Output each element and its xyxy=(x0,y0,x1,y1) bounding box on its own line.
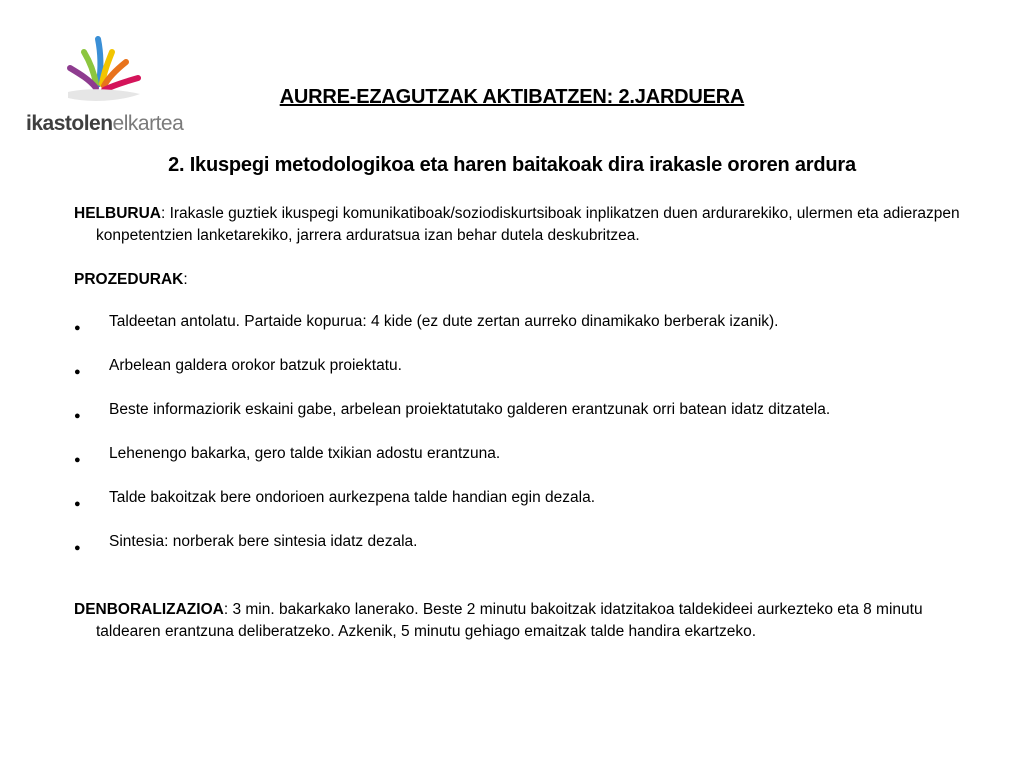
prozedurak-label: PROZEDURAK xyxy=(74,271,184,288)
bullet-icon: ● xyxy=(74,454,81,466)
helburua-text: : Irakasle guztiek ikuspegi komunikatiboak/soziodiskurtsiboak inplikatzen duen ardurarekiko, ulermen eta adierazpen konpetentzien lanketarekiko, jarrera arduratsua izan behar dutela deskubritzea. xyxy=(96,205,960,244)
prozedurak-heading xyxy=(74,269,974,291)
step-text: Talde bakoitzak bere ondorioen aurkezpena talde handian egin dezala. xyxy=(109,489,596,506)
slide-subtitle: 2. Ikuspegi metodologikoa eta haren baitakoak dira irakasle ororen ardura xyxy=(168,154,856,176)
bullet-icon: ● xyxy=(74,410,81,422)
slide-content xyxy=(74,203,974,665)
bullet-icon: ● xyxy=(74,542,81,554)
step-text: Lehenengo bakarka, gero talde txikian adostu erantzuna. xyxy=(109,445,501,462)
list-item xyxy=(74,399,974,421)
helburua-paragraph xyxy=(74,203,974,247)
bullet-icon: ● xyxy=(74,322,81,334)
list-item xyxy=(74,531,974,553)
slide-title: AURRE-EZAGUTZAK AKTIBATZEN: 2.JARDUERA xyxy=(279,86,745,108)
step-text: Sintesia: norberak bere sintesia idatz dezala. xyxy=(109,533,418,550)
denboralizazioa-text: : 3 min. bakarkako lanerako. Beste 2 minutu bakoitzak idatzitakoa taldekideei aurkezteko eta 8 minutu taldearen erantzuna deliberatzeko. Azkenik, 5 minutu gehiago emaitzak talde handira ekartzeko. xyxy=(96,601,923,640)
helburua-label: HELBURUA xyxy=(74,205,161,222)
prozedurak-list xyxy=(74,311,974,553)
list-item xyxy=(74,487,974,509)
logo-name-light: elkartea xyxy=(112,112,184,135)
prozedurak-suffix: : xyxy=(183,271,188,288)
step-text: Beste informaziorik eskaini gabe, arbelean proiektatutako galderen erantzunak orri batean idatz ditzatela. xyxy=(109,401,831,418)
list-item xyxy=(74,443,974,465)
denboralizazioa-label: DENBORALIZAZIOA xyxy=(74,601,224,618)
denboralizazioa-paragraph xyxy=(74,599,974,643)
logo-wordmark xyxy=(26,112,183,136)
bullet-icon: ● xyxy=(74,366,81,378)
list-item xyxy=(74,311,974,333)
step-text: Arbelean galdera orokor batzuk proiektatu. xyxy=(109,357,402,374)
list-item xyxy=(74,355,974,377)
logo-name-bold: ikastolen xyxy=(26,112,113,135)
step-text: Taldeetan antolatu. Partaide kopurua: 4 kide (ez dute zertan aurreko dinamikako berberak izanik). xyxy=(109,313,779,330)
bullet-icon: ● xyxy=(74,498,81,510)
